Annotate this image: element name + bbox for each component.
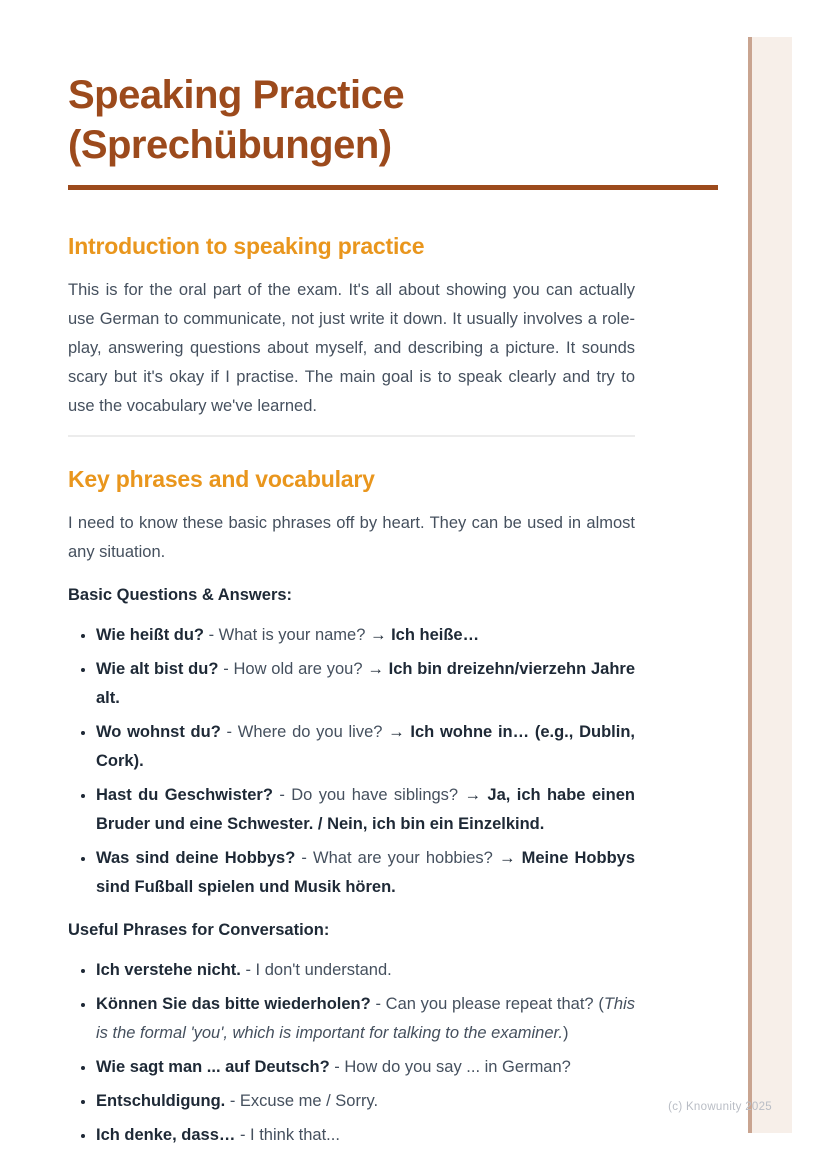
- list-item: [96, 718, 635, 776]
- list-item: [96, 621, 635, 650]
- translation-text: - Do you have siblings?: [272, 786, 465, 804]
- translation-text: - I think that...: [235, 1126, 340, 1144]
- list-item: [96, 781, 635, 839]
- document-content: [68, 0, 718, 1155]
- list-label-basic-questions: Basic Questions & Answers:: [68, 586, 293, 604]
- intro-paragraph: This is for the oral part of the exam. It's all about showing you can actually use German to communicate, not just write it down. It usually involves a role-play, answering questions about myself, and describing a picture. It sounds scary but it's okay if I practise. The main goal is to speak clearly and try to use the vocabulary we've learned.: [68, 281, 635, 415]
- german-phrase: Entschuldigung.: [96, 1092, 226, 1110]
- german-phrase: Wie heißt du?: [96, 626, 205, 644]
- list-item: [96, 1087, 635, 1116]
- german-answer: Ich wohne in… (e.g., Dublin, Cork).: [96, 723, 635, 770]
- list-item: [96, 655, 635, 713]
- german-answer: Meine Hobbys sind Fußball spielen und Musik hören.: [96, 849, 636, 896]
- translation-text: - What is your name?: [204, 626, 370, 644]
- german-phrase: Wie sagt man ... auf Deutsch?: [96, 1058, 330, 1076]
- closing-paren: ): [562, 1024, 569, 1042]
- translation-text: - How do you say ... in German?: [329, 1058, 571, 1076]
- section-heading-key-phrases: Key phrases and vocabulary: [68, 466, 375, 492]
- german-phrase: Hast du Geschwister?: [96, 786, 273, 804]
- page-edge-strip: [748, 37, 792, 1133]
- arrow-glyph: →: [498, 849, 516, 867]
- translation-text: - How old are you?: [218, 660, 368, 678]
- german-phrase: Was sind deine Hobbys?: [96, 849, 296, 867]
- translation-text: - Where do you live?: [220, 723, 389, 741]
- list-useful-phrases: [68, 956, 635, 1150]
- translation-text: - Excuse me / Sorry.: [225, 1092, 379, 1110]
- arrow-glyph: →: [388, 723, 405, 741]
- german-answer: Ja, ich habe einen Bruder und eine Schwester. / Nein, ich bin ein Einzelkind.: [96, 786, 635, 833]
- copyright-note: (c) Knowunity 2025: [668, 1101, 772, 1113]
- section-divider: [68, 435, 635, 437]
- arrow-glyph: →: [367, 660, 384, 678]
- translation-text: - Can you please repeat that? (: [370, 995, 604, 1013]
- german-answer: Ich bin dreizehn/vierzehn Jahre alt.: [96, 660, 635, 707]
- arrow-glyph: →: [464, 786, 481, 804]
- list-item: [96, 1121, 635, 1150]
- german-phrase: Wo wohnst du?: [96, 723, 221, 741]
- key-phrases-paragraph: I need to know these basic phrases off by heart. They can be used in almost any situation.: [68, 514, 635, 561]
- list-label-useful-phrases: Useful Phrases for Conversation:: [68, 921, 330, 939]
- list-item: [96, 1053, 635, 1082]
- list-item: [96, 844, 635, 902]
- translation-text: - I don't understand.: [240, 961, 392, 979]
- page-title: Speaking Practice (Sprechübungen): [68, 73, 405, 167]
- list-item: [96, 956, 635, 985]
- german-phrase: Ich verstehe nicht.: [96, 961, 241, 979]
- section-heading-introduction: Introduction to speaking practice: [68, 233, 425, 259]
- german-phrase: Ich denke, dass…: [96, 1126, 236, 1144]
- german-answer: Ich heiße…: [386, 626, 480, 644]
- list-basic-questions: [68, 621, 635, 902]
- italic-note: This is the formal 'you', which is important for talking to the examiner.: [96, 995, 635, 1042]
- title-rule: [68, 185, 718, 190]
- german-phrase: Können Sie das bitte wiederholen?: [96, 995, 371, 1013]
- arrow-glyph: →: [370, 626, 387, 644]
- list-item: [96, 990, 635, 1048]
- translation-text: - What are your hobbies?: [295, 849, 499, 867]
- german-phrase: Wie alt bist du?: [96, 660, 219, 678]
